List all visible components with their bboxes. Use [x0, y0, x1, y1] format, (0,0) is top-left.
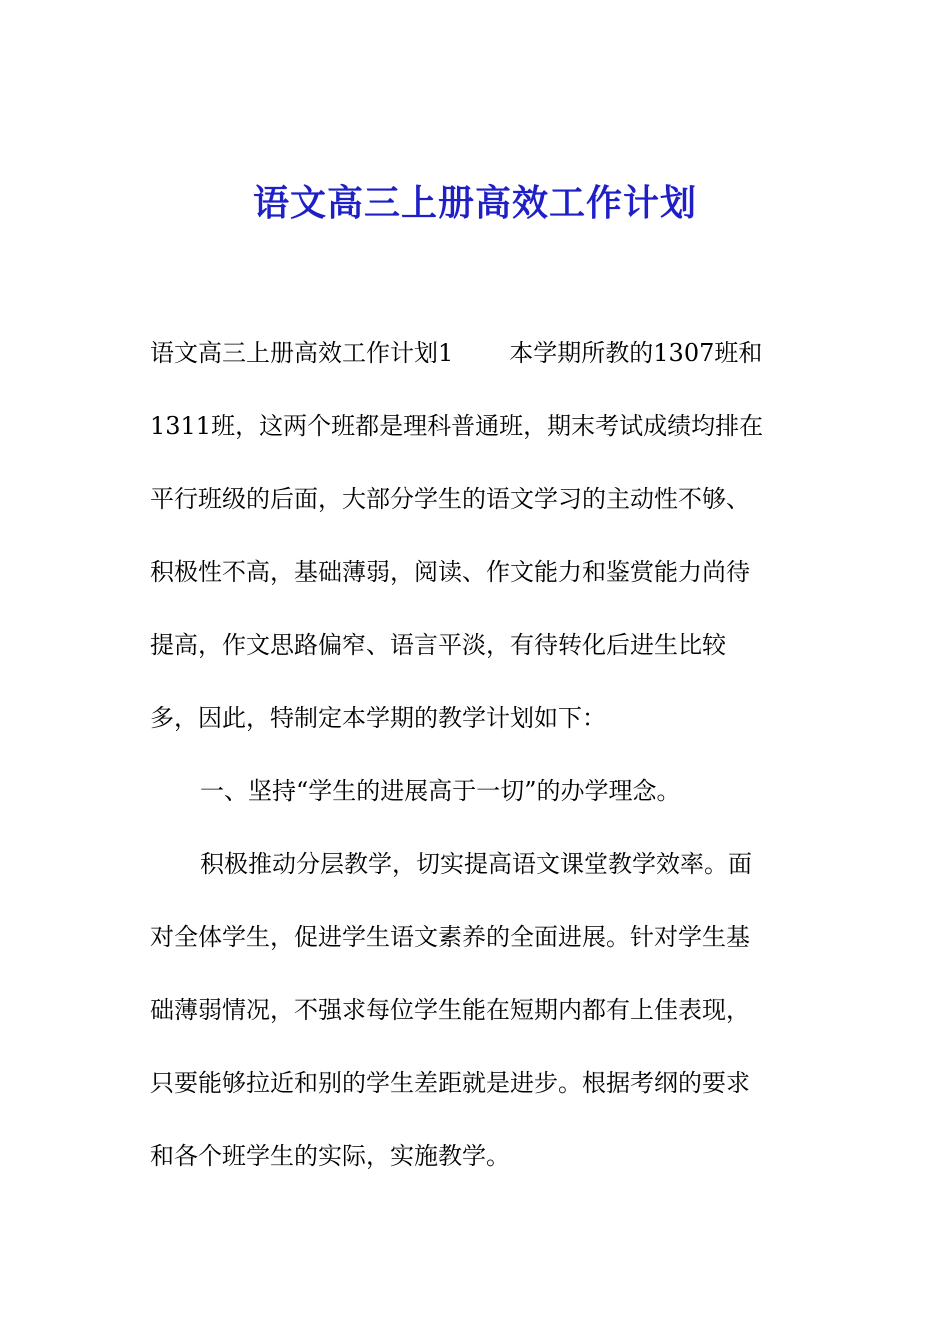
paragraph-text: 本学期所教的1307班和: [509, 339, 763, 367]
document-title: 语文高三上册高效工作计划: [252, 183, 697, 224]
paragraph-line: [150, 328, 800, 401]
paragraph-line: 提高，作文思路偏窄、语言平淡，有待转化后进生比较: [150, 631, 726, 659]
paragraph-line: 对全体学生，促进学生语文素养的全面进展。针对学生基: [150, 923, 750, 951]
document-body: [150, 328, 800, 1204]
plan-heading: 语文高三上册高效工作计划1: [150, 339, 454, 367]
paragraph-line: 础薄弱情况，不强求每位学生能在短期内都有上佳表现，: [150, 996, 750, 1024]
paragraph-line: 1311班，这两个班都是理科普通班，期末考试成绩均排在: [150, 412, 764, 440]
paragraph-line: 平行班级的后面，大部分学生的语文学习的主动性不够、: [150, 485, 750, 513]
paragraph-line: 积极推动分层教学，切实提高语文课堂教学效率。面: [200, 850, 752, 878]
paragraph-line: 只要能够拉近和别的学生差距就是进步。根据考纲的要求: [150, 1069, 750, 1097]
paragraph-line: 和各个班学生的实际，实施教学。: [150, 1142, 510, 1170]
section-heading: 一、坚持“学生的进展高于一切”的办学理念。: [200, 777, 681, 805]
paragraph-line: 多，因此，特制定本学期的教学计划如下：: [150, 704, 606, 732]
paragraph-line: 积极性不高，基础薄弱，阅读、作文能力和鉴赏能力尚待: [150, 558, 750, 586]
